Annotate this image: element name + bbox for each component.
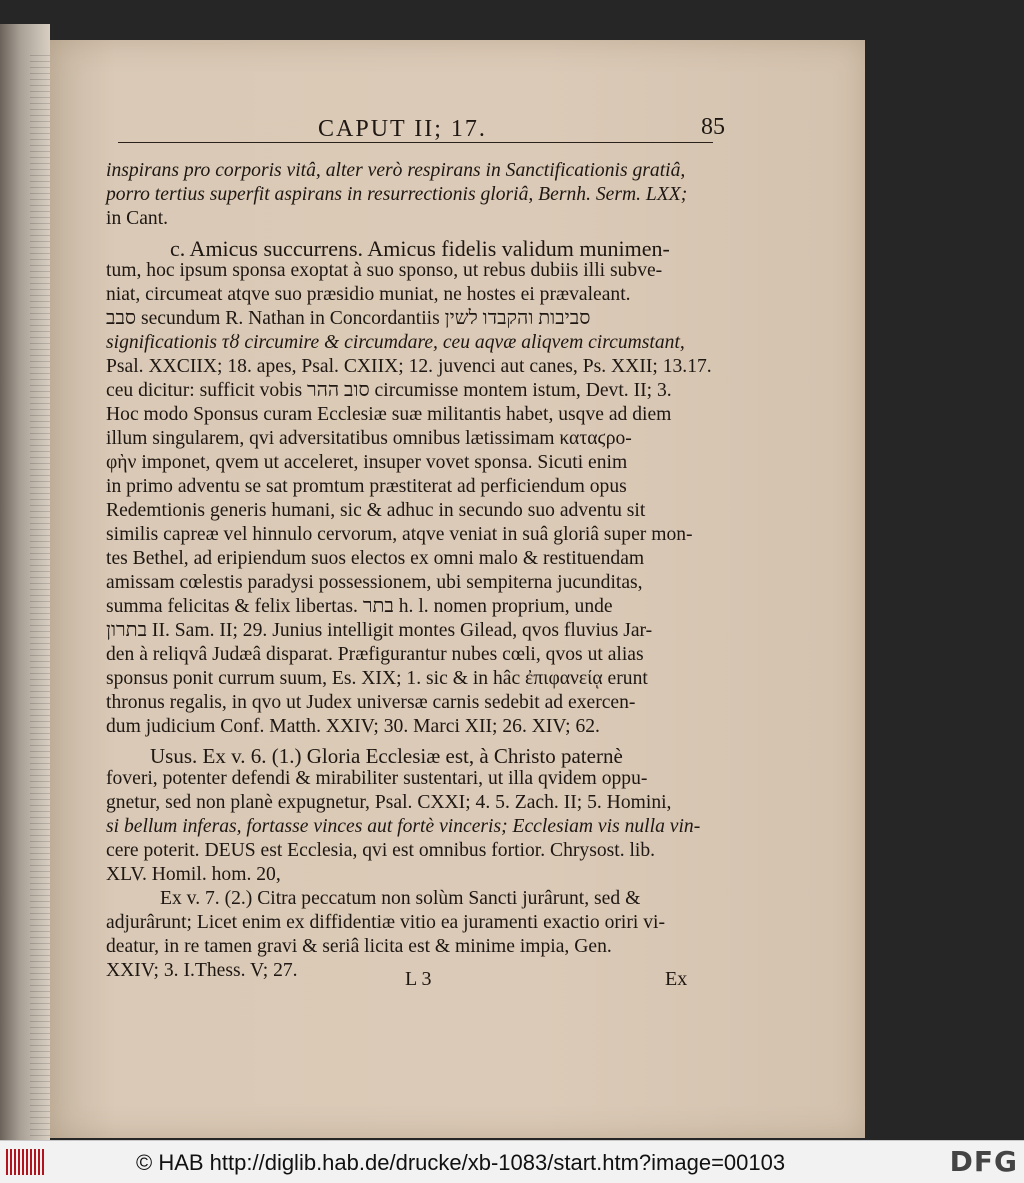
text-line: φὴν imponet, qvem ut acceleret, insuper vovet sponsa. Sicuti enim	[106, 452, 628, 473]
text-line: in Cant.	[106, 208, 169, 229]
text-line: deatur, in re tamen gravi & seriâ licita est & minime impia, Gen.	[106, 936, 612, 957]
text-line: Psal. XXCIIX; 18. apes, Psal. CXIIX; 12. juvenci aut canes, Ps. XXII; 13.17.	[106, 356, 712, 377]
text-line: summa felicitas & felix libertas. בתר h. l. nomen proprium, unde	[106, 596, 613, 617]
text-line: adjurârunt; Licet enim ex diffidentiæ vitio ea juramenti exactio oriri vi-	[106, 912, 665, 933]
text-line: בתרון II. Sam. II; 29. Junius intelligit montes Gilead, qvos fluvius Jar-	[106, 620, 653, 641]
text-line: porro tertius superfit aspirans in resurrectionis gloriâ, Bernh. Serm. LXX;	[106, 184, 688, 205]
text-line: Redemtionis generis humani, sic & adhuc in secundo suo adventu sit	[106, 500, 646, 521]
running-header	[118, 112, 725, 143]
text-line: foveri, potenter defendi & mirabiliter sustentari, ut illa qvidem oppu-	[106, 768, 648, 789]
text-line: dum judicium Conf. Matth. XXIV; 30. Marci XII; 26. XIV; 62.	[106, 716, 600, 737]
text-line: cere poterit. DEUS est Ecclesia, qvi est omnibus fortior. Chrysost. lib.	[106, 840, 656, 861]
text-line: gnetur, sed non planè expugnetur, Psal. CXXI; 4. 5. Zach. II; 5. Homini,	[106, 792, 672, 813]
text-line: si bellum inferas, fortasse vinces aut fortè vinceris; Ecclesiam vis nulla vin-	[106, 816, 701, 837]
credit-link[interactable]: © HAB http://diglib.hab.de/drucke/xb-1083/start.htm?image=00103	[136, 1150, 786, 1175]
text-line: sponsus ponit currum suum, Es. XIX; 1. sic & in hâc ἐπιφανείᾳ erunt	[106, 668, 648, 689]
text-line: Hoc modo Sponsus curam Ecclesiæ suæ militantis habet, usqve ad diem	[106, 404, 672, 425]
text-line: tes Bethel, ad eripiendum suos electos ex omni malo & restituendam	[106, 548, 645, 569]
signature-mark: L 3	[405, 968, 432, 990]
text-line: ceu dicitur: sufficit vobis סוב ההר circumisse montem istum, Devt. II; 3.	[106, 380, 672, 401]
text-line: den à reliqvâ Judæâ disparat. Præfigurantur nubes cœli, qvos ut alias	[106, 644, 644, 665]
text-line: Usus. Ex v. 6. (1.) Gloria Ecclesiæ est, à Christo paternè	[150, 744, 623, 768]
text-line: inspirans pro corporis vitâ, alter verò respirans in Sanctificationis gratiâ,	[106, 160, 686, 181]
text-line: XLV. Homil. hom. 20,	[106, 864, 281, 885]
text-line: XXIV; 3. I.Thess. V; 27.	[106, 960, 298, 981]
text-line: סבב secundum R. Nathan in Concordantiis סביבות והקבדו לשין	[106, 308, 591, 329]
bottom-credit-bar	[0, 1140, 1024, 1183]
left-page-edge	[0, 24, 50, 1140]
text-line: illum singularem, qvi adversitatibus omnibus lætissimam καταϛρο-	[106, 428, 632, 449]
text-line: in primo adventu se sat promtum præstiterat ad perficiendum opus	[106, 476, 627, 497]
text-line: c. Amicus succurrens. Amicus fidelis validum munimen-	[170, 236, 670, 261]
catchword: Ex	[665, 968, 688, 990]
text-line: niat, circumeat atqve suo præsidio muniat, ne hostes ei prævaleant.	[106, 284, 631, 305]
text-line: thronus regalis, in qvo ut Judex universæ carnis sedebit ad exercen-	[106, 692, 636, 713]
text-line: significationis τȣ circumire & circumdare, ceu aqvæ aliqvem circumstant,	[106, 332, 685, 353]
text-line: tum, hoc ipsum sponsa exoptat à suo sponso, ut rebus dubiis illi subve-	[106, 260, 663, 281]
dfg-logo[interactable]: DFG	[949, 1145, 1018, 1178]
text-line: amissam cœlestis paradysi possessionem, ubi sempiterna jucunditas,	[106, 572, 643, 593]
left-page-fore-edge	[30, 54, 50, 1154]
running-title: CAPUT II; 17.	[318, 116, 487, 142]
text-line: similis capreæ vel hinnulo cervorum, atqve veniat in suâ gloriâ super mon-	[106, 524, 693, 545]
text-line: Ex v. 7. (2.) Citra peccatum non solùm Sancti jurârunt, sed &	[160, 888, 641, 909]
page-number: 85	[701, 114, 725, 140]
hab-barcode-logo-icon[interactable]	[6, 1149, 48, 1175]
